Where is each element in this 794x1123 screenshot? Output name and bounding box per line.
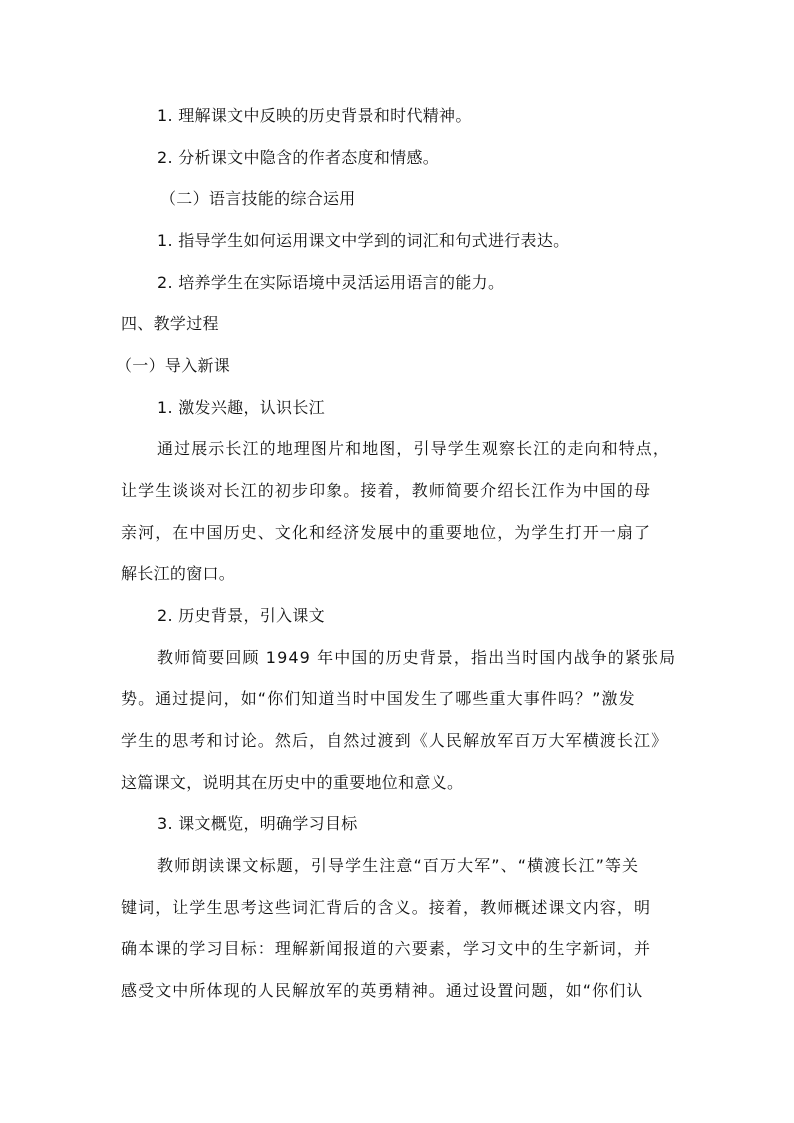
- section-heading: 四、教学过程: [121, 314, 219, 333]
- paragraph-line: 亲河，在中国历史、文化和经济发展中的重要地位，为学生打开一扇了: [121, 523, 652, 542]
- paragraph-line: 感受文中所体现的人民解放军的英勇精神。通过设置问题，如“你们认: [121, 981, 644, 1000]
- list-item: 1. 激发兴趣，认识长江: [157, 398, 325, 417]
- section-subheading: （二）语言技能的综合运用: [160, 189, 356, 208]
- list-item: 2. 分析课文中隐含的作者态度和情感。: [157, 148, 440, 167]
- paragraph-line: 教师简要回顾 1949 年中国的历史背景，指出当时国内战争的紧张局: [157, 648, 677, 667]
- paragraph-line: 教师朗读课文标题，引导学生注意“百万大军”、“横渡长江”等关: [157, 856, 640, 875]
- paragraph-line: 解长江的窗口。: [121, 564, 236, 583]
- paragraph-line: 这篇课文，说明其在历史中的重要地位和意义。: [121, 773, 464, 792]
- paragraph-line: 势。通过提问，如“你们知道当时中国发生了哪些重大事件吗？”激发: [121, 689, 636, 708]
- paragraph-line: 键词，让学生思考这些词汇背后的含义。接着，教师概述课文内容，明: [121, 898, 652, 917]
- paragraph-line: 学生的思考和讨论。然后，自然过渡到《人民解放军百万大军横渡长江》: [121, 731, 669, 750]
- list-item: 2. 历史背景，引入课文: [157, 606, 325, 625]
- paragraph-line: 让学生谈谈对长江的初步印象。接着，教师简要介绍长江作为中国的母: [121, 481, 652, 500]
- list-item: 1. 指导学生如何运用课文中学到的词汇和句式进行表达。: [157, 231, 570, 250]
- list-item: 1. 理解课文中反映的历史背景和时代精神。: [157, 106, 472, 125]
- section-subheading: （一）导入新课: [116, 356, 231, 375]
- paragraph-line: 确本课的学习目标：理解新闻报道的六要素，学习文中的生字新词，并: [121, 939, 652, 958]
- list-item: 3. 课文概览，明确学习目标: [157, 814, 358, 833]
- list-item: 2. 培养学生在实际语境中灵活运用语言的能力。: [157, 273, 505, 292]
- paragraph-line: 通过展示长江的地理图片和地图，引导学生观察长江的走向和特点，: [157, 439, 671, 458]
